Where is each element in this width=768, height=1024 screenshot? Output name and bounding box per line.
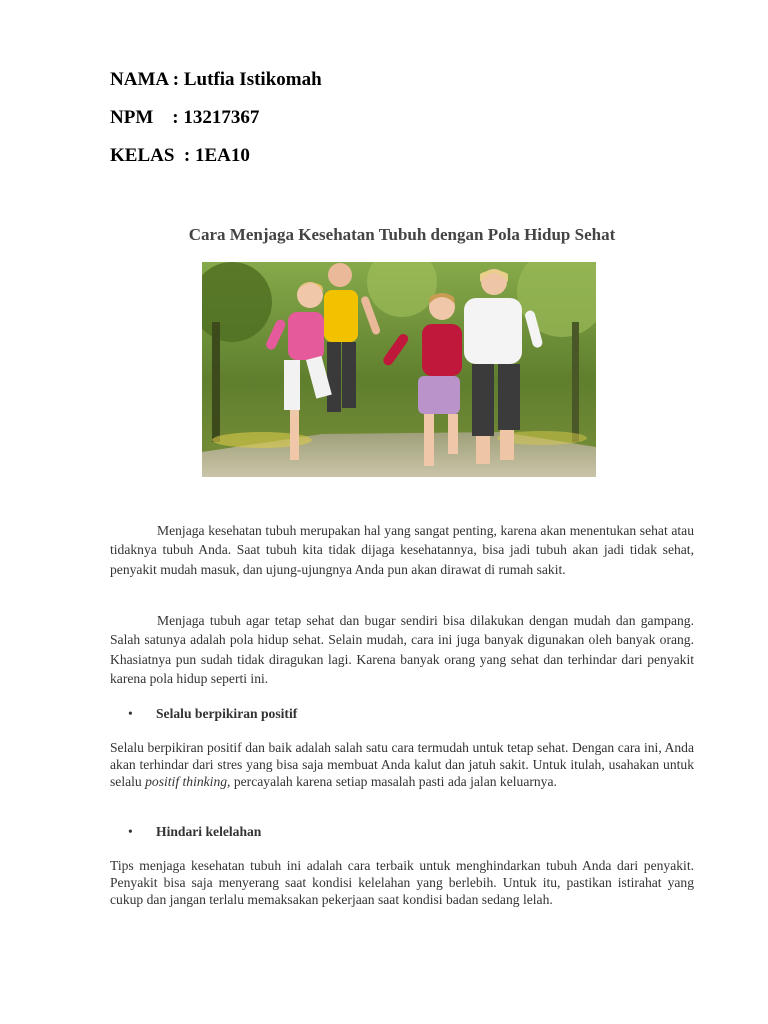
section-heading-text: Selalu berpikiran positif — [156, 706, 298, 721]
paragraph-avoid-fatigue: Tips menjaga kesehatan tubuh ini adalah cara terbaik untuk menghindarkan tubuh Anda dari penyakit. Penyakit bisa saja menyerang saat kondisi kelelahan yang berlebih. Untuk itu, pastikan istirahat yang cukup dan jangan terlalu memaksakan pekerjaan saat kondisi badan sedang lelah. — [110, 858, 694, 907]
family-running-photo — [202, 262, 596, 477]
section-heading-positive-thinking — [128, 706, 297, 722]
document-title: Cara Menjaga Kesehatan Tubuh dengan Pola Hidup Sehat — [188, 225, 616, 244]
student-name: NAMA : Lutfia Istikomah — [110, 69, 322, 90]
section-heading-avoid-fatigue — [128, 824, 261, 840]
bullet-icon: • — [128, 706, 133, 721]
student-class: KELAS : 1EA10 — [110, 145, 250, 166]
paragraph-intro: Menjaga kesehatan tubuh merupakan hal yang sangat penting, karena akan menentukan sehat atau tidaknya tubuh Anda. Saat tubuh kita tidak dijaga kesehatannya, bisa jadi tubuh akan jadi tidak sehat, penyakit mudah masuk, dan ujung-ujungnya Anda pun akan dirawat di rumah sakit. — [110, 523, 694, 577]
student-npm: NPM : 13217367 — [110, 107, 260, 128]
paragraph-healthy-lifestyle: Menjaga tubuh agar tetap sehat dan bugar sendiri bisa dilakukan dengan mudah dan gampang. Salah satunya adalah pola hidup sehat. Selain mudah, cara ini juga banyak digunakan oleh banyak orang. Khasiatnya pun sudah tidak diragukan lagi. Karena banyak orang yang sehat dan terhindar dari penyakit karena pola hidup seperti ini. — [110, 613, 694, 687]
section-heading-text: Hindari kelelahan — [156, 824, 262, 839]
paragraph-text: Selalu berpikiran positif dan baik adalah salah satu cara termudah untuk tetap sehat. Dengan cara ini, Anda akan terhindar dari stres yang bisa saja membuat Anda kalut dan jatuh sakit. Untuk itulah, usahakan untuk selalu — [110, 740, 694, 789]
bullet-icon: • — [128, 824, 133, 839]
paragraph-text: percayalah karena setiap masalah pasti ada jalan keluarnya. — [230, 773, 557, 789]
paragraph-positive-thinking — [110, 740, 694, 790]
paragraph-italic-term: positif thinking, — [145, 773, 231, 789]
